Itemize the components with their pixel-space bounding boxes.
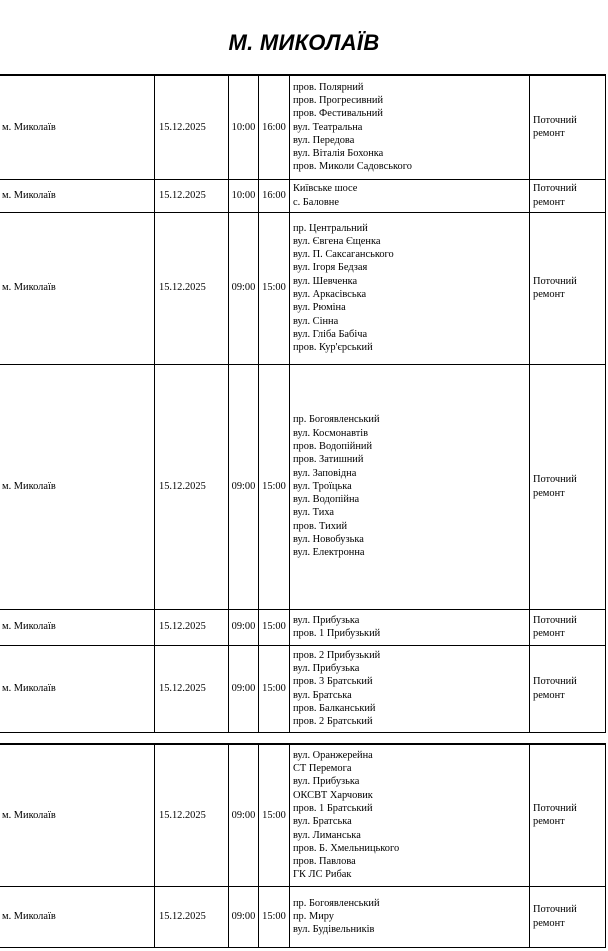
end-time-cell: 15:00 (259, 212, 290, 364)
street-line: пров. Павлова (293, 856, 356, 868)
street-line: пров. 1 Прибузький (293, 628, 381, 639)
reason-line: ремонт (533, 689, 565, 701)
streets-cell (290, 179, 530, 212)
street-line: пров. Тихий (293, 520, 348, 532)
street-line: пров. Миколи Садовського (293, 161, 412, 173)
reason-line: ремонт (533, 917, 565, 929)
reason-cell (530, 645, 606, 732)
streets-cell (290, 886, 530, 947)
end-time-cell: 15:00 (259, 364, 290, 609)
street-line: вул. Прибузька (293, 662, 360, 674)
street-line: пр. Богоявленський (293, 414, 380, 426)
reason-cell (530, 212, 606, 364)
streets-cell (290, 364, 530, 609)
date-cell: 15.12.2025 (155, 886, 229, 947)
date-cell: 15.12.2025 (155, 609, 229, 645)
start-time-cell: 09:00 (229, 212, 259, 364)
street-line: пров. Кур'єрський (293, 342, 373, 354)
street-line: пров. Водопійний (293, 440, 373, 452)
street-line: вул. Тиха (293, 507, 334, 519)
street-line: пров. Прогресивний (293, 95, 384, 106)
schedule-table-2 (0, 743, 606, 948)
schedule-table-1 (0, 74, 606, 733)
reason-line: ремонт (533, 816, 565, 828)
street-line: вул. Космонавтів (293, 427, 369, 439)
end-time-cell: 15:00 (259, 609, 290, 645)
reason-cell (530, 886, 606, 947)
start-time-cell: 09:00 (229, 645, 259, 732)
street-line: вул. Водопійна (293, 494, 360, 506)
reason-line: ремонт (533, 628, 565, 639)
street-line: пр. Центральний (293, 222, 368, 234)
table-row (0, 886, 606, 947)
street-line: вул. Передова (293, 134, 355, 146)
streets-cell (290, 212, 530, 364)
street-line: пров. Б. Хмельницького (293, 842, 400, 854)
street-line: вул. Заповідна (293, 467, 357, 479)
street-line: вул. Оранжерейна (293, 749, 373, 761)
reason-cell (530, 75, 606, 179)
city-cell: м. Миколаїв (0, 179, 155, 212)
table-row (0, 75, 606, 179)
date-cell: 15.12.2025 (155, 179, 229, 212)
date-cell: 15.12.2025 (155, 744, 229, 886)
street-line: пров. 3 Братський (293, 676, 373, 688)
table-row (0, 212, 606, 364)
street-line: вул. Театральна (293, 121, 363, 133)
city-cell: м. Миколаїв (0, 75, 155, 179)
street-line: вул. Лиманська (293, 829, 361, 841)
city-cell: м. Миколаїв (0, 364, 155, 609)
street-line: вул. Аркасівська (293, 289, 367, 300)
page-title: М. МИКОЛАЇВ (228, 30, 380, 55)
street-line: вул. Віталія Бохонка (293, 148, 384, 160)
street-line: пров. 2 Братський (293, 716, 373, 728)
street-line: пров. Фестивальний (293, 108, 383, 120)
street-line: вул. Гліба Бабіча (293, 328, 368, 340)
reason-cell (530, 179, 606, 212)
reason-line: Поточний (533, 676, 577, 688)
end-time-cell: 16:00 (259, 179, 290, 212)
city-cell: м. Миколаїв (0, 609, 155, 645)
street-line: пров. 2 Прибузький (293, 649, 381, 661)
street-line: пров. Полярний (293, 81, 364, 93)
table-row (0, 179, 606, 212)
street-line: вул. Шевченка (293, 275, 358, 287)
reason-line: ремонт (533, 128, 565, 140)
reason-line: Поточний (533, 802, 577, 814)
streets-cell (290, 75, 530, 179)
start-time-cell: 09:00 (229, 886, 259, 947)
city-cell: м. Миколаїв (0, 886, 155, 947)
street-line: вул. Братська (293, 816, 352, 828)
end-time-cell: 15:00 (259, 645, 290, 732)
table-row (0, 645, 606, 732)
start-time-cell: 09:00 (229, 744, 259, 886)
date-cell: 15.12.2025 (155, 75, 229, 179)
street-line: пр. Богоявленський (293, 897, 380, 909)
table-row (0, 744, 606, 886)
street-line: с. Баловне (293, 196, 339, 208)
reason-line: Поточний (533, 474, 577, 486)
reason-line: ремонт (533, 196, 565, 208)
street-line: вул. П. Саксаганського (293, 249, 394, 261)
street-line: ОКСВТ Харчовик (293, 789, 373, 801)
streets-cell (290, 609, 530, 645)
date-cell: 15.12.2025 (155, 645, 229, 732)
streets-cell (290, 645, 530, 732)
street-line: пров. Балканський (293, 702, 376, 714)
city-cell: м. Миколаїв (0, 744, 155, 886)
reason-cell (530, 609, 606, 645)
street-line: вул. Електронна (293, 547, 365, 559)
street-line: вул. Новобузька (293, 534, 364, 546)
reason-line: Поточний (533, 275, 577, 287)
street-line: вул. Прибузька (293, 614, 360, 626)
reason-line: Поточний (533, 614, 577, 626)
date-cell: 15.12.2025 (155, 364, 229, 609)
end-time-cell: 16:00 (259, 75, 290, 179)
reason-line: ремонт (533, 289, 565, 300)
reason-cell (530, 744, 606, 886)
start-time-cell: 09:00 (229, 609, 259, 645)
table-row (0, 364, 606, 609)
reason-cell (530, 364, 606, 609)
street-line: вул. Троїцька (293, 480, 352, 492)
street-line: вул. Рюміна (293, 302, 346, 314)
street-line: вул. Євгена Єщенка (293, 235, 381, 247)
street-line: пров. 1 Братський (293, 802, 373, 814)
start-time-cell: 09:00 (229, 364, 259, 609)
end-time-cell: 15:00 (259, 886, 290, 947)
start-time-cell: 10:00 (229, 75, 259, 179)
reason-line: Поточний (533, 114, 577, 126)
table-row (0, 609, 606, 645)
street-line: вул. Будівельників (293, 924, 375, 936)
streets-cell (290, 744, 530, 886)
street-line: ГК ЛС Рибак (293, 869, 352, 881)
street-line: Київське шосе (293, 183, 358, 195)
street-line: вул. Сінна (293, 315, 339, 327)
street-line: СТ Перемога (293, 763, 352, 775)
street-line: вул. Ігоря Бедзая (293, 262, 368, 274)
reason-line: Поточний (533, 904, 577, 916)
date-cell: 15.12.2025 (155, 212, 229, 364)
city-cell: м. Миколаїв (0, 645, 155, 732)
reason-line: ремонт (533, 487, 565, 499)
street-line: пров. Затишний (293, 454, 364, 466)
start-time-cell: 10:00 (229, 179, 259, 212)
street-line: пр. Миру (293, 910, 335, 922)
city-cell: м. Миколаїв (0, 212, 155, 364)
end-time-cell: 15:00 (259, 744, 290, 886)
street-line: вул. Братська (293, 689, 352, 701)
reason-line: Поточний (533, 183, 577, 195)
street-line: вул. Прибузька (293, 776, 360, 788)
